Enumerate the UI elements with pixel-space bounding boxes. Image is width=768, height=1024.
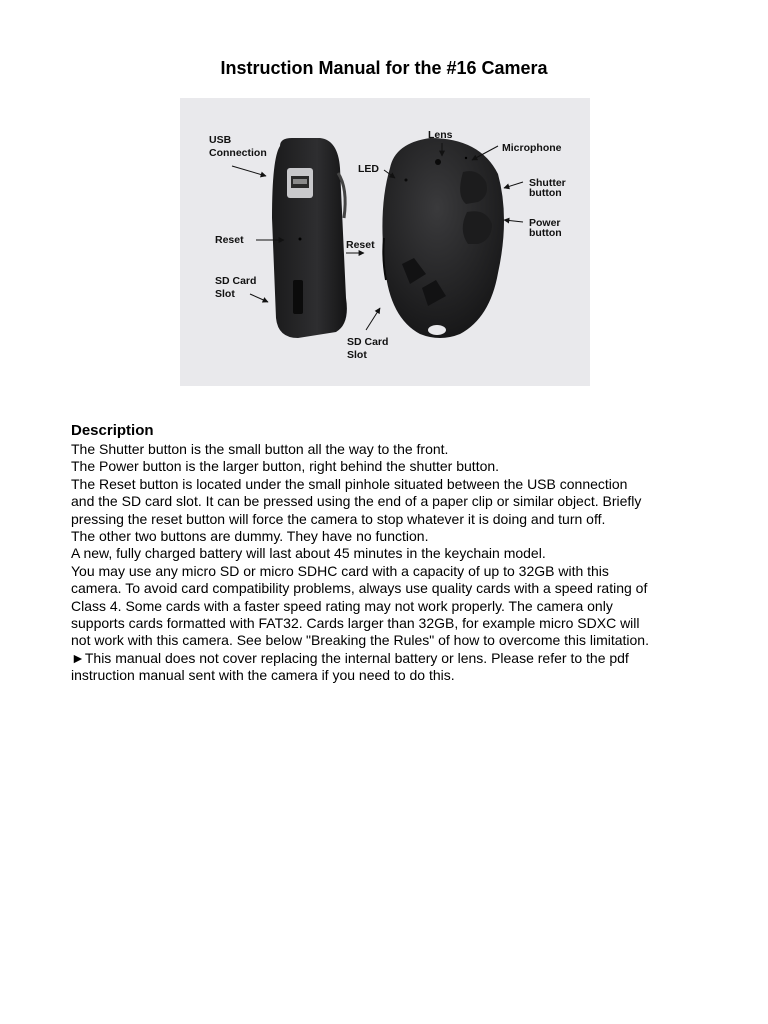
label-microphone: Microphone <box>502 142 562 154</box>
label-sd-left-line2: Slot <box>215 288 235 300</box>
label-sd-right-line1: SD Card <box>347 336 389 348</box>
label-sd-right-line2: Slot <box>347 349 367 361</box>
label-power-line2: button <box>529 227 562 239</box>
camera-side-view <box>272 138 347 338</box>
description-line: You may use any micro SD or micro SDHC card with a capacity of up to 32GB with this <box>71 562 609 579</box>
label-shutter-line1: Shutter <box>529 177 566 189</box>
description-line: The Power button is the larger button, right behind the shutter button. <box>71 458 500 475</box>
description-line: The Shutter button is the small button all the way to the front. <box>71 441 449 457</box>
description-line: and the SD card slot. It can be pressed using the end of a paper clip or similar object. Briefly <box>71 493 642 510</box>
description-body <box>71 441 701 685</box>
label-reset-right: Reset <box>346 239 375 251</box>
label-usb-line2: Connection <box>209 147 267 159</box>
description-line: instruction manual sent with the camera if you need to do this. <box>71 667 455 684</box>
label-reset-left: Reset <box>215 234 244 246</box>
label-sd-left-line1: SD Card <box>215 275 257 287</box>
description-line: supports cards formatted with FAT32. Cards larger than 32GB, for example micro SDXC will <box>71 615 640 632</box>
description-line: not work with this camera. See below "Breaking the Rules" of how to overcome this limitation. <box>71 632 649 649</box>
description-line: ►This manual does not cover replacing the internal battery or lens. Please refer to the pdf <box>71 649 629 666</box>
label-power-line1: Power <box>529 217 561 229</box>
description-line: pressing the reset button will force the camera to stop whatever it is doing and turn off. <box>71 510 606 527</box>
description-line: The Reset button is located under the small pinhole situated between the USB connection <box>71 475 628 492</box>
description-line: A new, fully charged battery will last about 45 minutes in the keychain model. <box>71 545 546 562</box>
label-led: LED <box>358 163 379 175</box>
description-line: camera. To avoid card compatibility problems, always use quality cards with a speed rating of <box>71 580 648 597</box>
section-heading-description: Description <box>71 422 154 439</box>
camera-front-view <box>382 138 504 338</box>
label-lens: Lens <box>428 129 453 141</box>
label-usb-line1: USB <box>209 134 232 146</box>
label-shutter-line2: button <box>529 187 562 199</box>
description-line: The other two buttons are dummy. They have no function. <box>71 528 429 545</box>
description-line: Class 4. Some cards with a faster speed rating may not work properly. The camera only <box>71 597 613 614</box>
camera-photo <box>180 98 590 386</box>
page-title: Instruction Manual for the #16 Camera <box>220 58 548 78</box>
